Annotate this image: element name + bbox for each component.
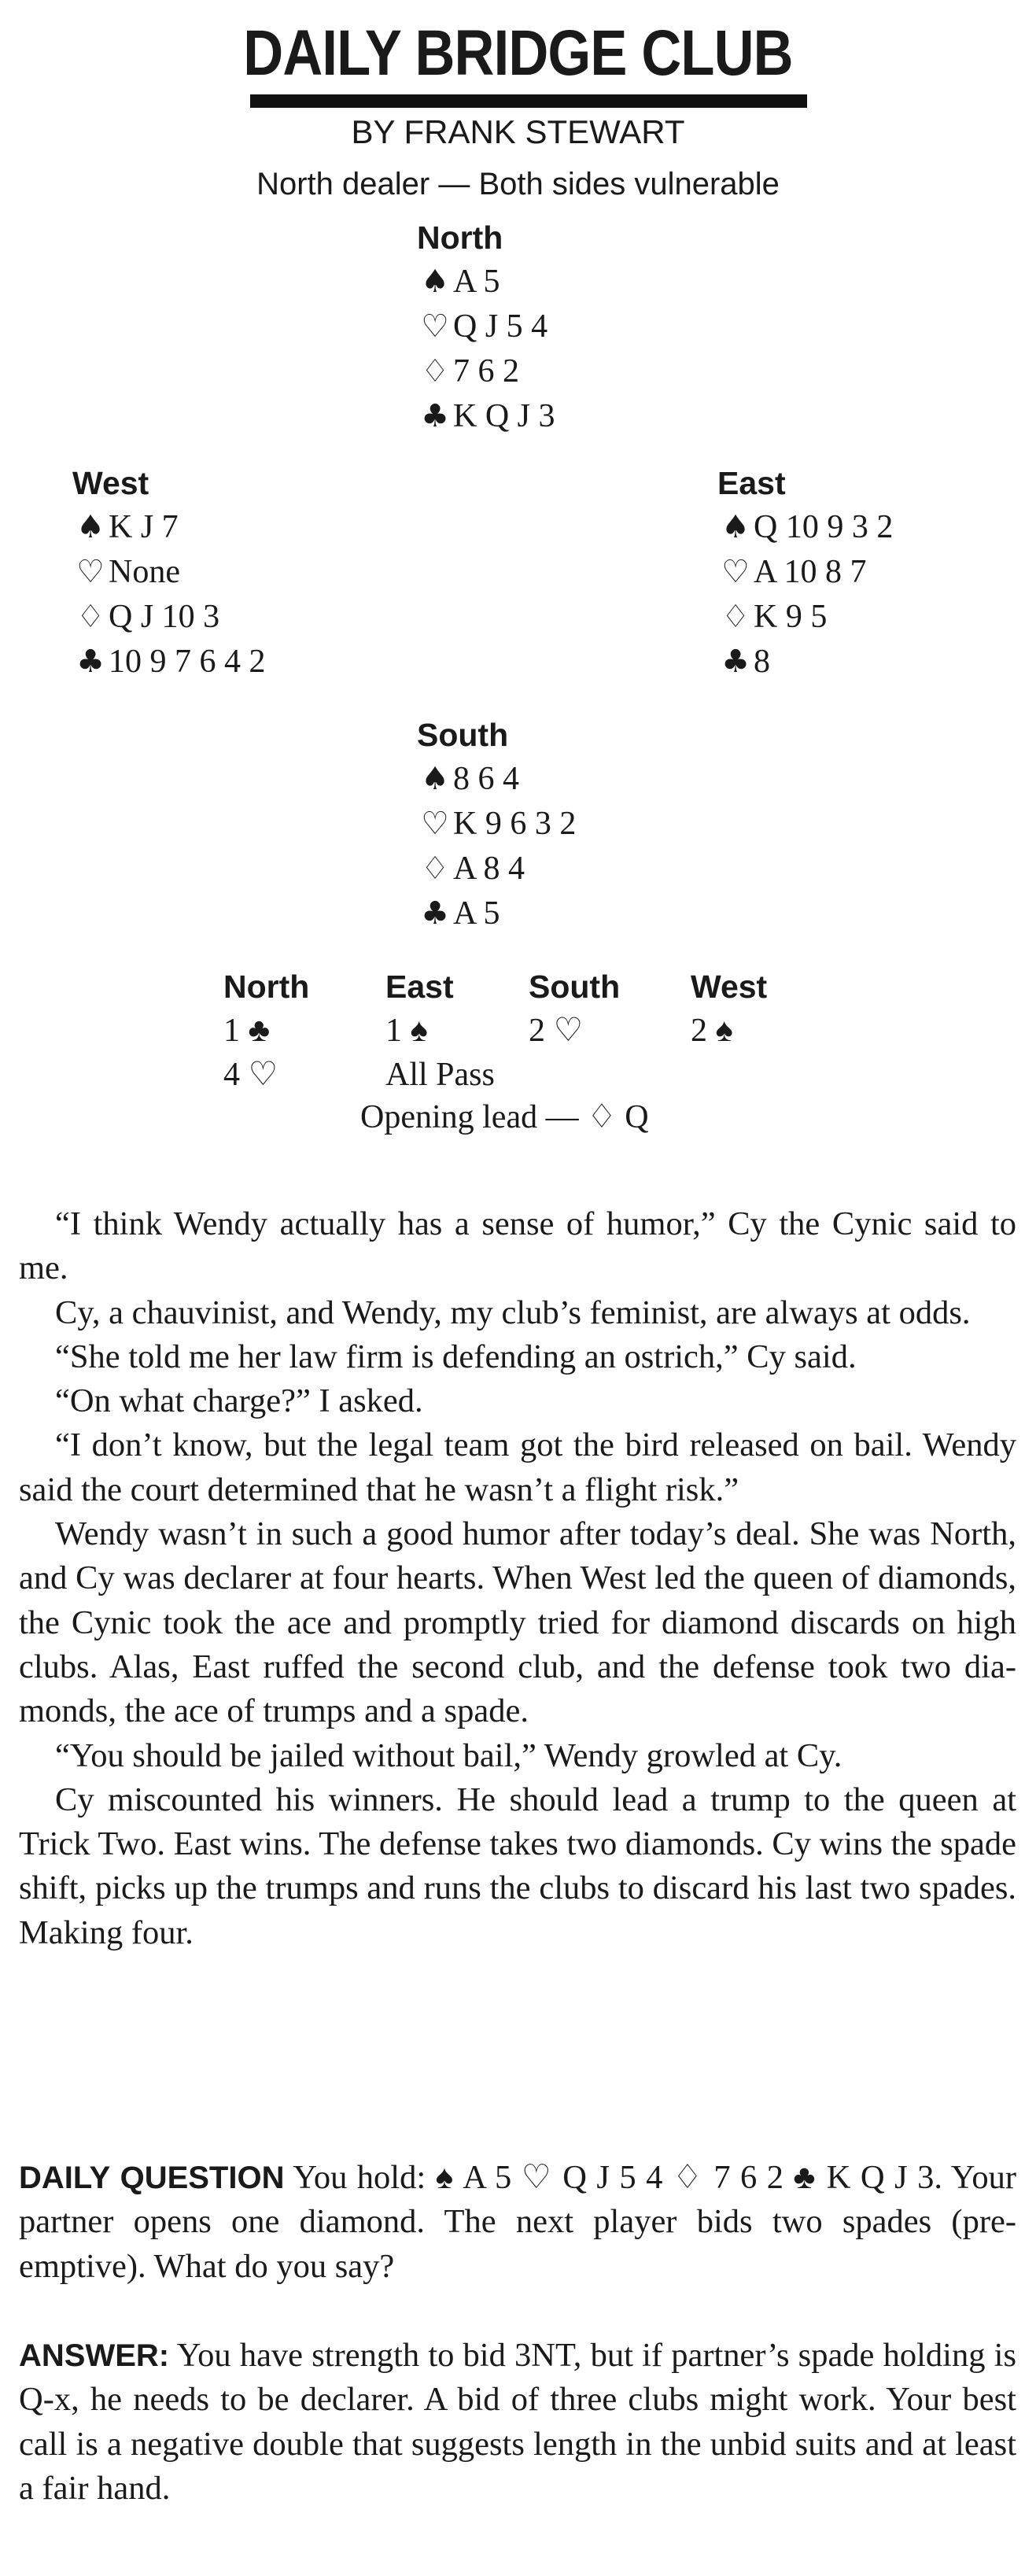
hand-south [417, 713, 576, 936]
hearts-holding: ♡ Q J 5 4 [417, 304, 555, 349]
auction-bid: 1 ♠ [385, 1013, 428, 1049]
daily-answer [19, 2334, 1016, 2511]
hand-east [717, 461, 893, 685]
story-paragraph: “She told me her law firm is defending an ostrich,” Cy said. [55, 1338, 857, 1375]
question-label: DAILY QUESTION [19, 2161, 285, 2195]
question-text: You hold: ♠ A 5 ♡ Q J 5 4 ♢ 7 6 2 ♣ K Q J 3. Your partner opens one diamond. The next player bids two spades (pre-emptive). What do you say? [19, 2159, 1016, 2285]
spade-icon: ♠ [721, 509, 750, 545]
hand-name: West [72, 465, 149, 501]
byline: BY FRANK STEWART [351, 113, 685, 150]
hearts-holding: ♡ K 9 6 3 2 [417, 802, 576, 847]
spade-icon: ♠ [421, 264, 449, 300]
clubs-holding: ♣ 8 [717, 640, 893, 685]
spades-holding: ♠ Q 10 9 3 2 [717, 505, 893, 550]
auction-header: North [223, 969, 310, 1005]
auction-bid: All Pass [385, 1057, 495, 1093]
spades-holding: ♠ 8 6 4 [417, 757, 576, 802]
auction-column-south [529, 965, 717, 1097]
title-rule [250, 94, 807, 108]
club-icon: ♣ [721, 644, 750, 680]
story-paragraph: “I don’t know, but the legal team got the bird released on bail. Wendy said the court determined that he wasn’t a flight risk.” [19, 1426, 1016, 1508]
hand-name: South [417, 717, 509, 753]
diamonds-holding: ♢ Q J 10 3 [72, 595, 266, 640]
hearts-holding: ♡ None [72, 550, 266, 595]
clubs-holding: ♣ K Q J 3 [417, 394, 555, 439]
heart-icon: ♡ [721, 554, 750, 590]
hand-north [417, 216, 555, 439]
club-icon: ♣ [421, 398, 449, 434]
column-title: DAILY BRIDGE CLUB [243, 17, 793, 89]
clubs-holding: ♣ A 5 [417, 891, 576, 936]
auction-header: East [385, 969, 454, 1005]
auction-bid: 2 ♡ [529, 1013, 584, 1049]
auction-column-west [691, 965, 879, 1097]
deal-info: North dealer — Both sides vulnerable [256, 167, 780, 201]
clubs-holding: ♣ 10 9 7 6 4 2 [72, 640, 266, 685]
spade-icon: ♠ [421, 761, 449, 797]
auction-bid: 1 ♣ [223, 1013, 271, 1049]
auction-bid [529, 1053, 717, 1097]
heart-icon: ♡ [421, 806, 449, 842]
hand-west [72, 461, 266, 685]
answer-label: ANSWER: [19, 2338, 170, 2373]
diamond-icon: ♢ [721, 599, 750, 635]
diamond-icon: ♢ [421, 353, 449, 389]
story-paragraph: “On what charge?” I asked. [55, 1382, 423, 1420]
answer-text: You have strength to bid 3NT, but if partner’s spade holding is Q-x, he needs to be declarer. A bid of three clubs might work. Your best call is a negative double that suggests length in the unbid suits and at least a fair hand. [19, 2337, 1016, 2507]
diamonds-holding: ♢ A 8 4 [417, 847, 576, 891]
heart-icon: ♡ [421, 308, 449, 345]
auction-bid [691, 1053, 879, 1097]
spades-holding: ♠ A 5 [417, 260, 555, 304]
diamond-icon: ♢ [76, 599, 105, 635]
story-paragraph: Wendy wasn’t in such a good humor after today’s deal. She was North, and Cy was declarer at four hearts. When West led the queen of diamonds, the Cynic took the ace and promptly tried for diamond discards on high clubs. Alas, East ruffed the second club, and the defense took two diamonds, the ace of trumps and a spade. [19, 1515, 1016, 1730]
spade-icon: ♠ [76, 509, 105, 545]
story-paragraph: Cy miscounted his winners. He should lead a trump to the queen at Trick Two. East wins. The defense takes two diamonds. Cy wins the spade shift, picks up the trumps and runs the clubs to discard his last two spades. Making four. [19, 1781, 1016, 1951]
daily-question [19, 2156, 1016, 2289]
auction-header: West [691, 969, 768, 1005]
club-icon: ♣ [76, 644, 105, 680]
hand-name: North [417, 220, 503, 256]
hand-name: East [717, 465, 786, 501]
heart-icon: ♡ [76, 554, 105, 590]
auction-bid: 4 ♡ [223, 1057, 278, 1093]
column-story [19, 1202, 1016, 1955]
opening-lead: Opening lead — ♢ Q [360, 1099, 649, 1135]
hearts-holding: ♡ A 10 8 7 [717, 550, 893, 595]
story-paragraph: Cy, a chauvinist, and Wendy, my club’s feminist, are always at odds. [55, 1294, 971, 1331]
story-paragraph: “I think Wendy actually has a sense of humor,” Cy the Cynic said to me. [19, 1205, 1016, 1287]
auction-column-north [223, 965, 412, 1097]
diamond-icon: ♢ [421, 851, 449, 887]
auction-bid: 2 ♠ [691, 1013, 733, 1049]
club-icon: ♣ [421, 895, 449, 932]
story-paragraph: “You should be jailed without bail,” Wendy growled at Cy. [55, 1736, 842, 1774]
diamonds-holding: ♢ K 9 5 [717, 595, 893, 640]
spades-holding: ♠ K J 7 [72, 505, 266, 550]
diamonds-holding: ♢ 7 6 2 [417, 349, 555, 394]
auction-header: South [529, 969, 621, 1005]
